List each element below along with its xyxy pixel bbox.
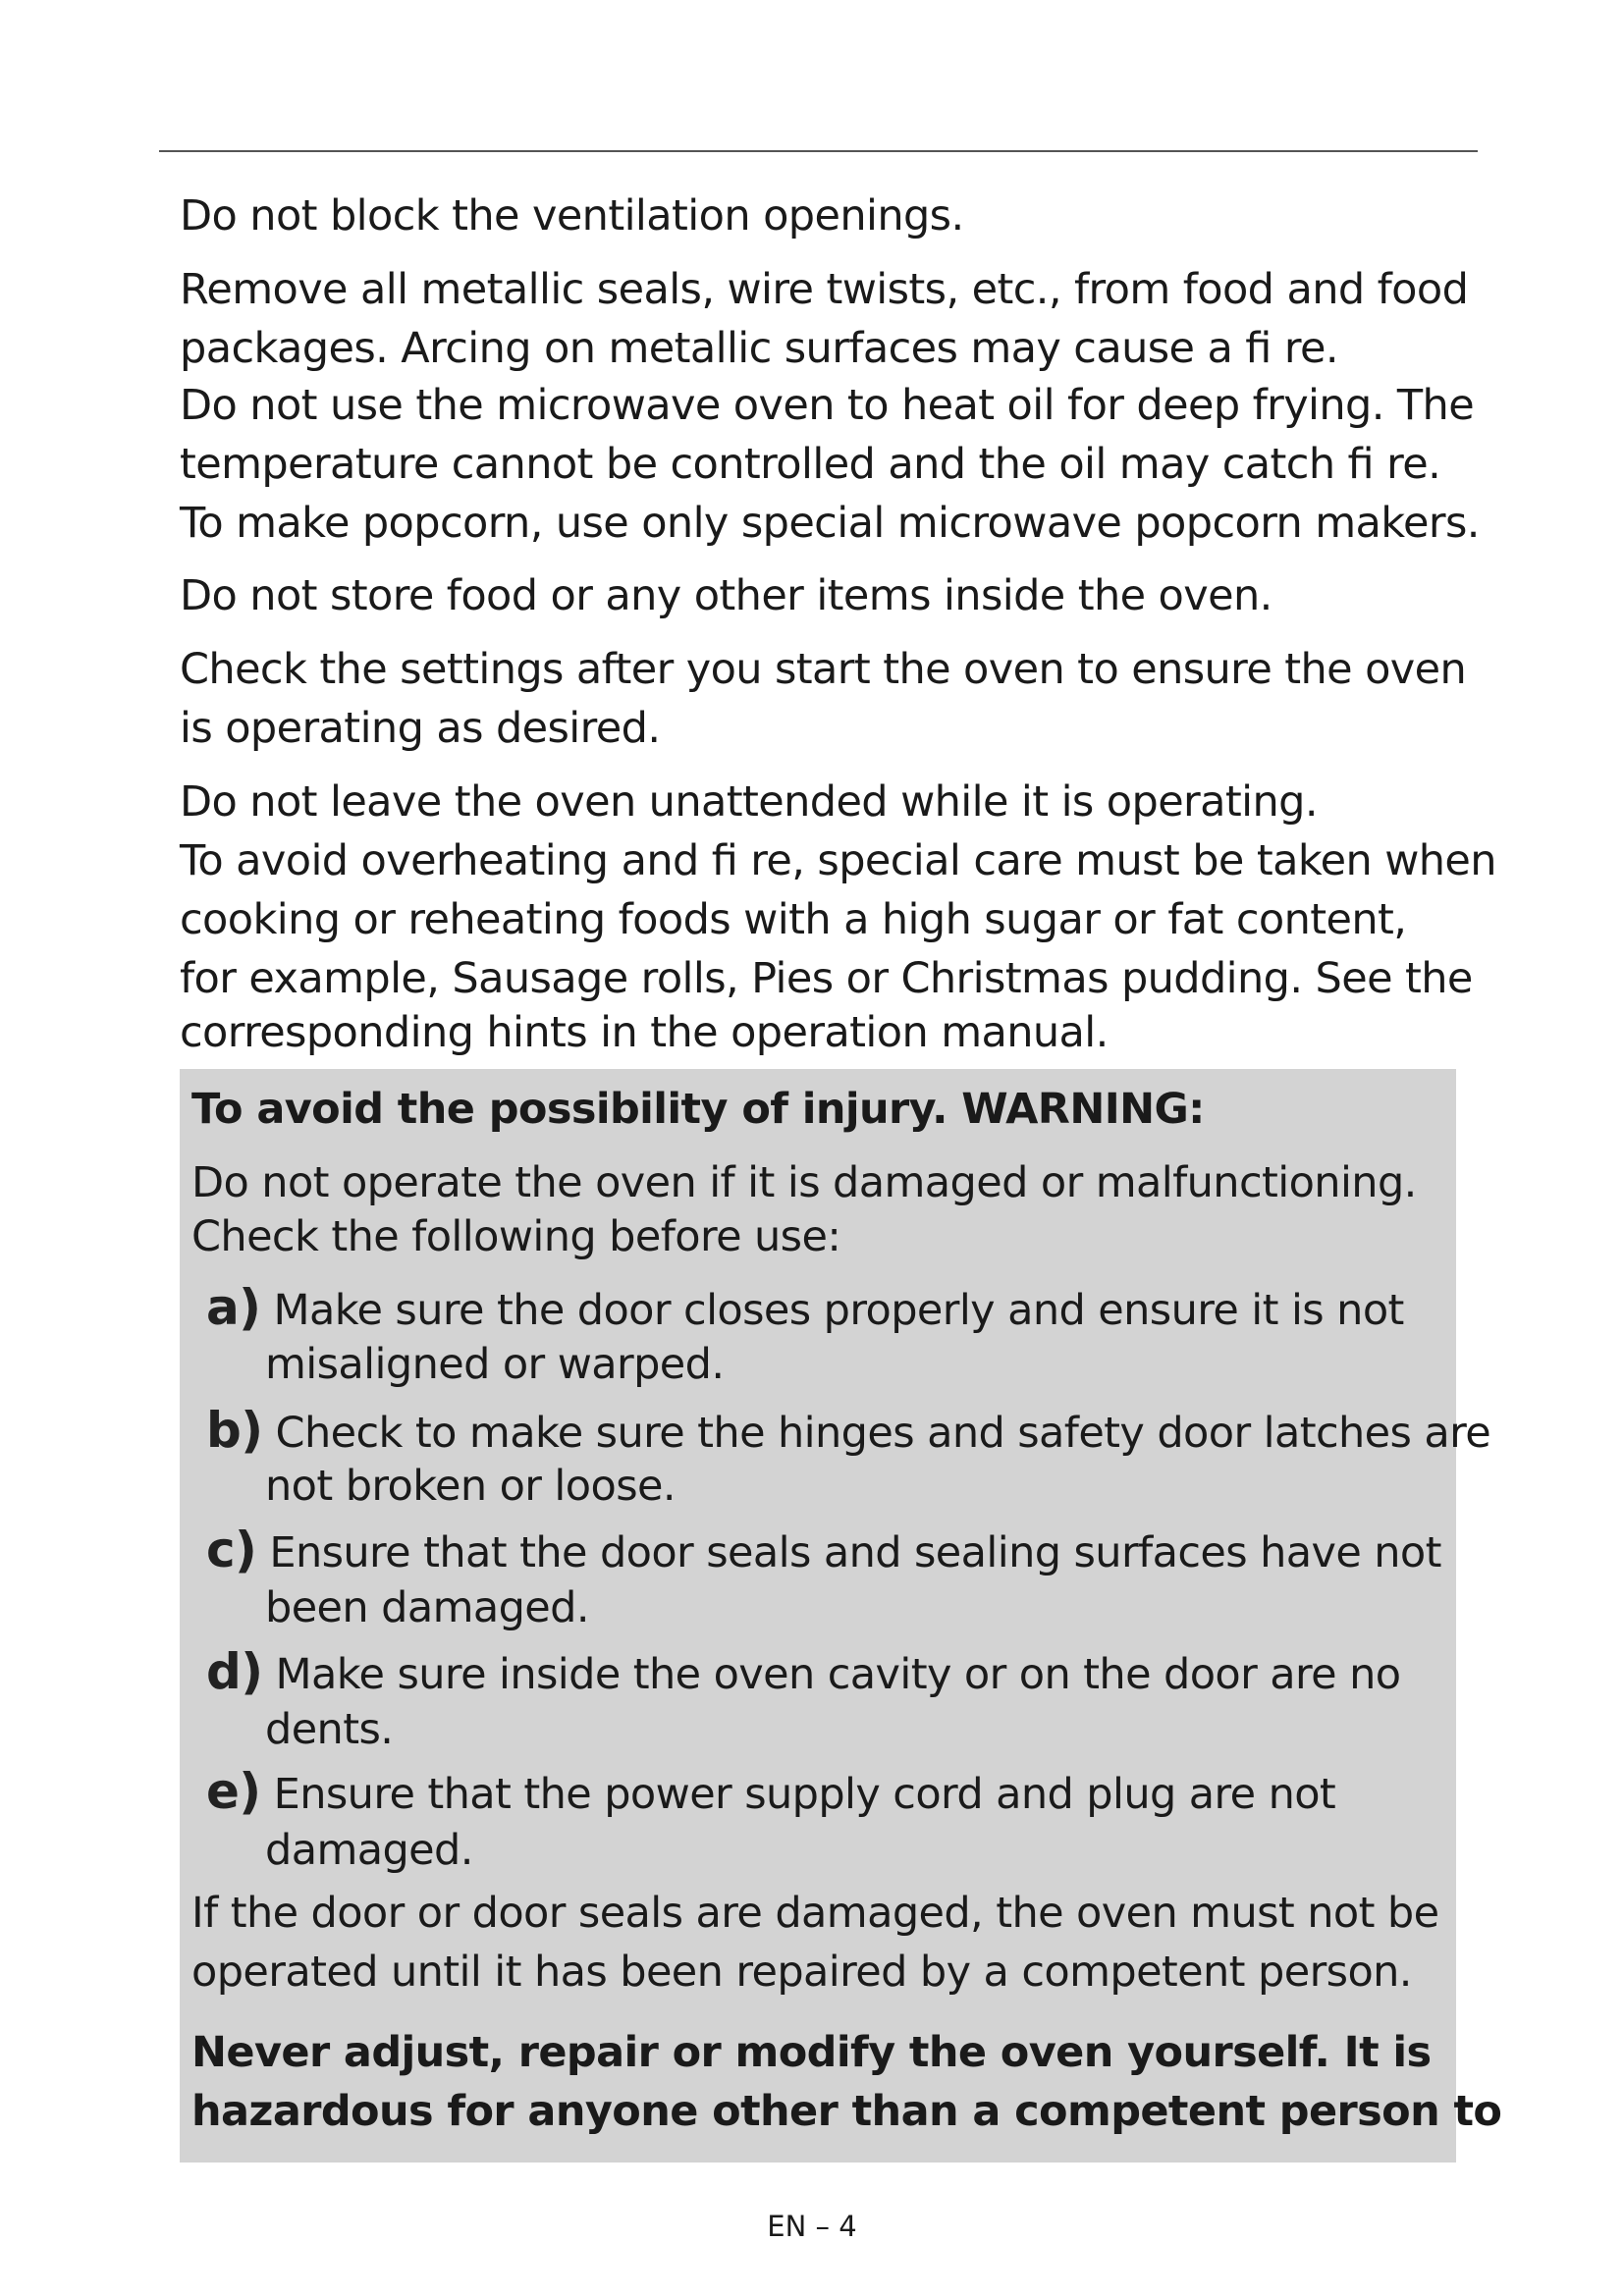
check-item-b: [206, 1401, 1490, 1463]
safety-line: Check the settings after you start the oven to ensure the oven: [180, 645, 1467, 694]
warning-intro-line: Do not operate the oven if it is damaged or malfunctioning.: [191, 1158, 1417, 1207]
check-item-continuation: been damaged.: [265, 1583, 589, 1632]
safety-line: Do not leave the oven unattended while it is operating.: [180, 777, 1318, 827]
check-item-continuation: damaged.: [265, 1826, 473, 1875]
header-rule: [159, 150, 1478, 152]
warning-heading: To avoid the possibility of injury. WARNING:: [191, 1085, 1205, 1134]
safety-line: corresponding hints in the operation manual.: [180, 1008, 1109, 1057]
list-marker: a): [206, 1279, 261, 1336]
check-item-d: [206, 1642, 1400, 1704]
safety-line: temperature cannot be controlled and the oil may catch ﬁ re.: [180, 440, 1441, 489]
warning-bold-line: Never adjust, repair or modify the oven yourself. It is: [191, 2028, 1432, 2077]
check-item-text: Ensure that the door seals and sealing surfaces have not: [269, 1528, 1441, 1577]
check-item-continuation: dents.: [265, 1705, 394, 1754]
warning-intro-line: Check the following before use:: [191, 1212, 841, 1261]
list-marker: d): [206, 1643, 263, 1700]
safety-line: is operating as desired.: [180, 704, 661, 753]
list-marker: c): [206, 1522, 257, 1578]
warning-after-line: operated until it has been repaired by a competent person.: [191, 1948, 1412, 1997]
check-item-text: Make sure the door closes properly and ensure it is not: [273, 1286, 1404, 1335]
check-item-continuation: misaligned or warped.: [265, 1340, 725, 1389]
list-marker: b): [206, 1402, 263, 1459]
page-number: EN – 4: [767, 2210, 857, 2243]
check-item-text: Check to make sure the hinges and safety door latches are: [275, 1409, 1491, 1458]
safety-line: packages. Arcing on metallic surfaces may cause a ﬁ re.: [180, 324, 1338, 373]
safety-line: Remove all metallic seals, wire twists, etc., from food and food: [180, 265, 1469, 314]
check-item-text: Ensure that the power supply cord and plug are not: [273, 1770, 1336, 1819]
check-item-text: Make sure inside the oven cavity or on the door are no: [275, 1650, 1401, 1699]
check-item-continuation: not broken or loose.: [265, 1462, 676, 1511]
check-item-a: [206, 1278, 1404, 1340]
safety-line: To avoid overheating and ﬁ re, special care must be taken when: [180, 836, 1496, 885]
safety-line: Do not block the ventilation openings.: [180, 191, 964, 240]
safety-line: cooking or reheating foods with a high sugar or fat content,: [180, 895, 1407, 944]
warning-bold-line: hazardous for anyone other than a competent person to: [191, 2087, 1502, 2136]
check-item-e: [206, 1762, 1335, 1824]
warning-after-line: If the door or door seals are damaged, the oven must not be: [191, 1889, 1439, 1938]
safety-line: To make popcorn, use only special microwave popcorn makers.: [180, 499, 1480, 548]
safety-line: Do not use the microwave oven to heat oil for deep frying. The: [180, 381, 1475, 430]
safety-line: for example, Sausage rolls, Pies or Christmas pudding. See the: [180, 954, 1473, 1003]
check-item-c: [206, 1521, 1441, 1582]
safety-line: Do not store food or any other items inside the oven.: [180, 571, 1272, 620]
list-marker: e): [206, 1763, 261, 1820]
